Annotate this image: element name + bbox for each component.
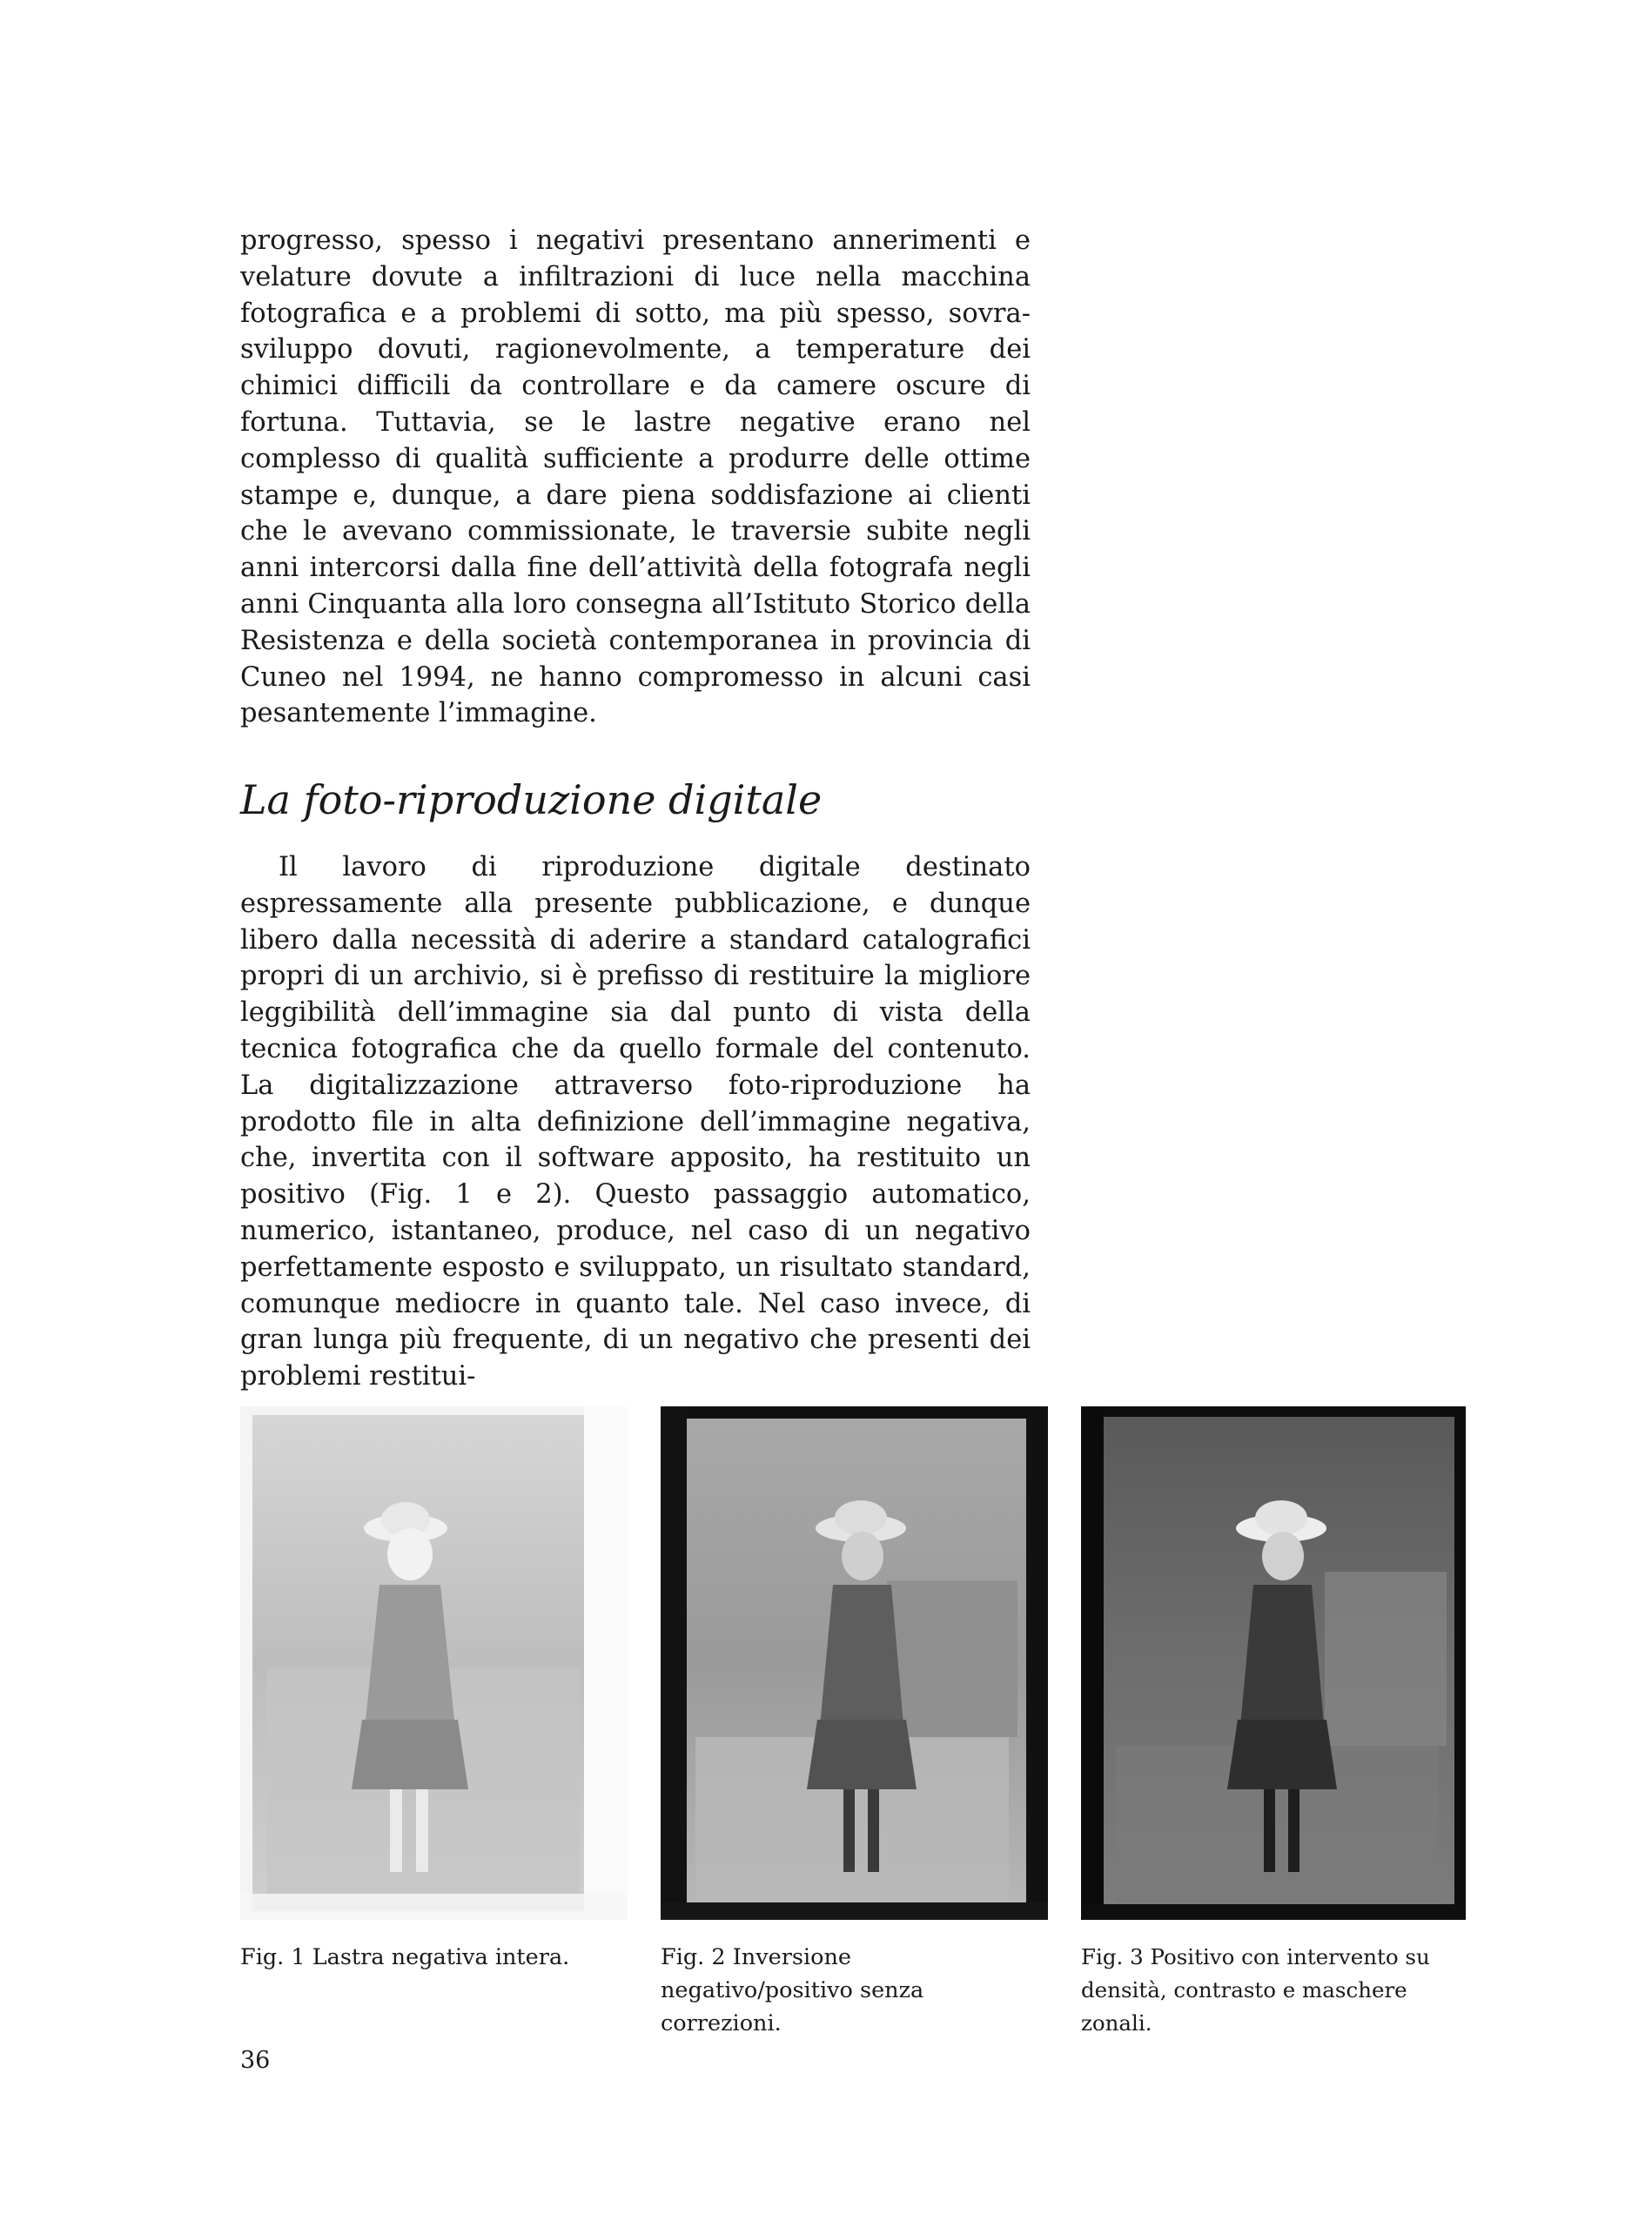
figure-1-image <box>240 1406 628 1920</box>
figure-2 <box>661 1406 1048 2040</box>
figure-2-image <box>661 1406 1048 1920</box>
figure-3-image <box>1081 1406 1466 1920</box>
figure-1-caption: Fig. 1 Lastra negativa intera. <box>240 1944 570 1970</box>
figure-1-photo <box>240 1406 628 1920</box>
figure-3-photo <box>1081 1406 1466 1920</box>
figure-1 <box>240 1406 628 1974</box>
body-paragraph-2: Il lavoro di riproduzione digitale destinato espressamente alla presente pubblicazione, e dunque libero dalla necessità di aderire a standard catalografici propri di un archivio, si è prefisso di restituire la migliore leggibilità dell’immagine sia dal punto di vista della tecnica fotografica che da quello formale del contenuto. La digitalizzazione attraverso foto-riproduzione ha prodotto file in alta definizione dell’immagine negativa, che, invertita con il software apposito, ha restituito un positivo (Fig. 1 e 2). Questo passaggio automatico, numerico, istantaneo, produce, nel caso di un negativo perfettamente esposto e sviluppato, un risultato standard, comunque mediocre in quanto tale. Nel caso invece, di gran lunga più frequente, di un negativo che presenti dei problemi restitui- <box>240 852 1031 1392</box>
figure-2-caption: Fig. 2 Inversione negativo/positivo senza correzioni. <box>661 1944 924 2036</box>
section-heading: La foto-riproduzione digitale <box>240 776 823 823</box>
body-paragraph-1: progresso, spesso i negativi presentano annerimenti e velature dovute a infiltrazioni di luce nella macchina fotografica e a problemi di sotto, ma più spesso, sovra-sviluppo dovuti, ragionevolmente, a temperature dei chimici difficili da controllare e da camere oscure di fortuna. Tuttavia, se le lastre negative erano nel complesso di qualità sufficiente a produrre delle ottime stampe e, dunque, a dare piena soddisfazione ai clienti che le avevano commissionate, le traversie subite negli anni intercorsi dalla fine dell’attività della fotografa negli anni Cinquanta alla loro consegna all’Istituto Storico della Resistenza e della società contemporanea in provincia di Cuneo nel 1994, ne hanno compromesso in alcuni casi pesantemente l’immagine. <box>240 225 1031 729</box>
figure-3-caption: Fig. 3 Positivo con intervento su densità, contrasto e maschere zonali. <box>1081 1944 1430 2036</box>
page-number: 36 <box>240 2047 271 2074</box>
figure-3 <box>1081 1406 1466 2040</box>
figure-2-photo <box>661 1406 1048 1920</box>
